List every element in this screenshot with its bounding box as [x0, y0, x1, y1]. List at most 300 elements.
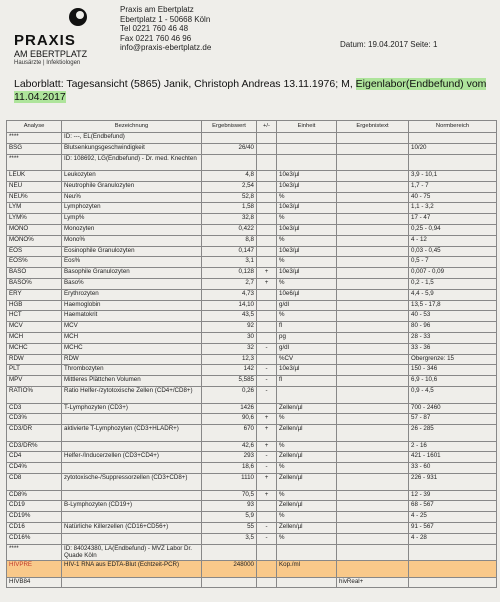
report-heading [14, 78, 494, 104]
table-cell: Natürliche Killerzellen (CD16+CD56+) [62, 522, 202, 533]
table-cell [409, 561, 497, 578]
table-cell: 30 [202, 333, 257, 344]
table-cell [337, 154, 409, 171]
table-cell: - [257, 452, 277, 463]
table-cell [337, 544, 409, 561]
table-cell: + [257, 474, 277, 491]
table-cell: 32 [202, 343, 257, 354]
table-cell: CD8% [7, 490, 62, 501]
table-cell: aktivierte T-Lymphozyten (CD3+HLADR+) [62, 425, 202, 442]
table-cell [257, 403, 277, 414]
table-cell: 226 - 931 [409, 474, 497, 491]
table-cell [337, 403, 409, 414]
table-row [7, 322, 497, 333]
table-cell: Haematokrit [62, 311, 202, 322]
table-cell: T-Lymphozyten (CD3+) [62, 403, 202, 414]
table-cell: 92 [202, 322, 257, 333]
table-cell: Helfer-/Inducerzellen (CD3+CD4+) [62, 452, 202, 463]
table-cell: 0,03 - 0,45 [409, 246, 497, 257]
table-cell: HCT [7, 311, 62, 322]
table-cell: RDW [62, 354, 202, 365]
table-cell: 33 - 36 [409, 343, 497, 354]
table-cell: Lymp% [62, 214, 202, 225]
table-row [7, 414, 497, 425]
table-cell: 5,585 [202, 376, 257, 387]
table-row [7, 171, 497, 182]
table-cell: 3,9 - 10,1 [409, 171, 497, 182]
table-cell [337, 192, 409, 203]
table-row [7, 333, 497, 344]
table-cell: ERY [7, 289, 62, 300]
table-cell: - [257, 343, 277, 354]
table-cell: 6,9 - 10,6 [409, 376, 497, 387]
table-cell [337, 289, 409, 300]
table-cell: EOS% [7, 257, 62, 268]
table-row [7, 192, 497, 203]
table-cell: 8,8 [202, 235, 257, 246]
table-cell: 70,5 [202, 490, 257, 501]
table-header-row [7, 121, 497, 133]
table-cell [337, 414, 409, 425]
table-cell: PLT [7, 365, 62, 376]
table-cell [277, 133, 337, 144]
column-header: +/- [257, 121, 277, 133]
table-cell: 10/20 [409, 143, 497, 154]
address-line: Praxis am Ebertplatz [120, 5, 194, 14]
table-cell: Blutsenkungsgeschwindigkeit [62, 143, 202, 154]
table-cell: 1,1 - 3,2 [409, 203, 497, 214]
table-row [7, 376, 497, 387]
table-cell: 150 - 346 [409, 365, 497, 376]
table-cell: MCHC [62, 343, 202, 354]
table-cell [257, 544, 277, 561]
table-cell: 10e6/µl [277, 289, 337, 300]
table-cell: ID: 84024380, LA(Endbefund) - MVZ Labor Dr. Quade Köln [62, 544, 202, 561]
table-cell [62, 490, 202, 501]
table-row [7, 522, 497, 533]
table-cell: CD4 [7, 452, 62, 463]
table-cell [202, 544, 257, 561]
table-cell [409, 544, 497, 561]
table-cell [337, 246, 409, 257]
table-cell: BSG [7, 143, 62, 154]
table-cell: LYM% [7, 214, 62, 225]
date-page-line: Datum: 19.04.2017 Seite: 1 [340, 40, 438, 49]
table-cell: - [257, 387, 277, 404]
table-cell: % [277, 257, 337, 268]
table-cell: MCH [62, 333, 202, 344]
table-cell: NEU% [7, 192, 62, 203]
table-cell [257, 577, 277, 588]
table-cell: 10e3/µl [277, 246, 337, 257]
table-cell: 0,26 [202, 387, 257, 404]
table-cell: fl [277, 376, 337, 387]
table-cell [62, 512, 202, 523]
table-cell [337, 300, 409, 311]
table-cell [337, 474, 409, 491]
table-cell: BASO% [7, 279, 62, 290]
table-cell: 10e3/µl [277, 171, 337, 182]
table-cell [337, 171, 409, 182]
table-row [7, 181, 497, 192]
table-cell [257, 225, 277, 236]
table-cell [337, 257, 409, 268]
table-cell: CD19% [7, 512, 62, 523]
table-cell: - [257, 365, 277, 376]
table-cell: 0,422 [202, 225, 257, 236]
table-cell: HIVPRE [7, 561, 62, 578]
table-cell: Lymphozyten [62, 203, 202, 214]
table-cell: 10e3/µl [277, 203, 337, 214]
table-cell: HIV-1 RNA aus EDTA-Blut (Echtzeit-PCR) [62, 561, 202, 578]
table-cell: % [277, 414, 337, 425]
table-cell: NEU [7, 181, 62, 192]
table-cell: MCHC [7, 343, 62, 354]
table-cell: 2 - 16 [409, 441, 497, 452]
table-cell: 0,2 - 1,5 [409, 279, 497, 290]
table-cell [337, 311, 409, 322]
table-row [7, 268, 497, 279]
table-cell: % [277, 279, 337, 290]
table-cell: fl [277, 322, 337, 333]
table-cell: 12 - 39 [409, 490, 497, 501]
table-cell: + [257, 268, 277, 279]
table-cell: 10e3/µl [277, 365, 337, 376]
table-cell [257, 192, 277, 203]
table-cell: - [257, 533, 277, 544]
table-cell: **** [7, 154, 62, 171]
table-cell: - [257, 522, 277, 533]
table-cell: 4,8 [202, 171, 257, 182]
table-cell: 0,25 - 0,94 [409, 225, 497, 236]
table-cell [337, 533, 409, 544]
table-cell: HIVB84 [7, 577, 62, 588]
table-cell: Zellen/µl [277, 522, 337, 533]
table-cell: zytotoxische-/Suppressorzellen (CD3+CD8+) [62, 474, 202, 491]
table-cell [202, 577, 257, 588]
heading-text: Laborblatt: Tagesansicht (5865) Janik, Christoph Andreas 13.11.1976; M, [14, 78, 356, 90]
table-cell: 55 [202, 522, 257, 533]
table-cell: + [257, 441, 277, 452]
column-header: Bezeichnung [62, 121, 202, 133]
table-cell: 4,73 [202, 289, 257, 300]
table-cell: MCH [7, 333, 62, 344]
table-cell [337, 376, 409, 387]
table-cell [337, 322, 409, 333]
table-row [7, 501, 497, 512]
table-cell: + [257, 414, 277, 425]
table-cell: ID: 108692, LG(Endbefund) - Dr. med. Knechten [62, 154, 202, 171]
table-row [7, 289, 497, 300]
table-cell: Monozyten [62, 225, 202, 236]
table-cell: Erythrozyten [62, 289, 202, 300]
column-header: Einheit [277, 121, 337, 133]
table-row [7, 246, 497, 257]
table-row [7, 143, 497, 154]
table-cell [257, 354, 277, 365]
address-line: Fax 0221 760 46 96 [120, 33, 192, 43]
table-cell: 2,54 [202, 181, 257, 192]
table-cell: 1,7 - 7 [409, 181, 497, 192]
table-cell [257, 133, 277, 144]
table-cell: 3,5 [202, 533, 257, 544]
table-cell: Mono% [62, 235, 202, 246]
table-cell: Baso% [62, 279, 202, 290]
table-cell: CD16 [7, 522, 62, 533]
table-cell: MONO% [7, 235, 62, 246]
table-cell [257, 143, 277, 154]
table-cell: 5,9 [202, 512, 257, 523]
table-cell: 68 - 567 [409, 501, 497, 512]
table-cell: 0,147 [202, 246, 257, 257]
table-cell: Eosinophile Granulozyten [62, 246, 202, 257]
table-row [7, 577, 497, 588]
table-cell: 4 - 12 [409, 235, 497, 246]
table-cell: 2,7 [202, 279, 257, 290]
table-cell [257, 246, 277, 257]
table-cell [409, 154, 497, 171]
table-cell [62, 577, 202, 588]
table-cell [337, 365, 409, 376]
table-cell: 0,128 [202, 268, 257, 279]
table-cell: 40 - 75 [409, 192, 497, 203]
table-cell: hivReal+ [337, 577, 409, 588]
table-cell: % [277, 490, 337, 501]
lab-results-table [6, 120, 497, 588]
table-cell: g/dl [277, 343, 337, 354]
table-cell: + [257, 490, 277, 501]
table-cell [62, 463, 202, 474]
table-cell: % [277, 512, 337, 523]
table-cell: MONO [7, 225, 62, 236]
table-cell [62, 533, 202, 544]
table-cell [257, 214, 277, 225]
table-cell: 33 - 60 [409, 463, 497, 474]
table-cell: 26/40 [202, 143, 257, 154]
table-cell: 10e3/µl [277, 225, 337, 236]
table-cell: Zellen/µl [277, 425, 337, 442]
table-cell: 18,6 [202, 463, 257, 474]
table-cell: % [277, 235, 337, 246]
table-cell: LEUK [7, 171, 62, 182]
table-cell [337, 203, 409, 214]
table-cell: BASO [7, 268, 62, 279]
column-header: Analyse [7, 121, 62, 133]
table-cell: **** [7, 544, 62, 561]
table-cell [257, 257, 277, 268]
table-cell [337, 501, 409, 512]
table-cell: % [277, 463, 337, 474]
logo-title: PRAXIS [14, 32, 76, 49]
column-header: Ergebnistext [337, 121, 409, 133]
table-cell [257, 311, 277, 322]
table-cell: 0,007 - 0,09 [409, 268, 497, 279]
table-cell: ID: ---, EL(Endbefund) [62, 133, 202, 144]
logo-circle-icon [69, 8, 87, 26]
table-row [7, 311, 497, 322]
table-cell [62, 414, 202, 425]
table-cell: Mittleres Plättchen Volumen [62, 376, 202, 387]
table-cell [257, 289, 277, 300]
table-cell: 12,3 [202, 354, 257, 365]
table-cell: 0,9 - 4,5 [409, 387, 497, 404]
table-cell [337, 561, 409, 578]
table-cell: CD4% [7, 463, 62, 474]
table-cell: 80 - 96 [409, 322, 497, 333]
table-cell: 4 - 28 [409, 533, 497, 544]
table-cell [337, 235, 409, 246]
logo-subtitle: AM EBERTPLATZ [14, 49, 88, 59]
table-row [7, 225, 497, 236]
table-row [7, 544, 497, 561]
table-cell: % [277, 214, 337, 225]
table-cell [257, 154, 277, 171]
table-cell [257, 235, 277, 246]
table-cell: 28 - 33 [409, 333, 497, 344]
table-cell: 0,5 - 7 [409, 257, 497, 268]
table-cell [337, 143, 409, 154]
table-cell [337, 214, 409, 225]
table-cell [337, 522, 409, 533]
table-cell: 421 - 1601 [409, 452, 497, 463]
table-row [7, 279, 497, 290]
table-cell [257, 171, 277, 182]
table-cell [257, 561, 277, 578]
table-cell [337, 512, 409, 523]
table-cell: 52,8 [202, 192, 257, 203]
table-cell [337, 279, 409, 290]
table-cell: 248000 [202, 561, 257, 578]
table-cell: 13,5 - 17,8 [409, 300, 497, 311]
table-cell: CD3/DR% [7, 441, 62, 452]
table-cell: Neutrophile Granulozyten [62, 181, 202, 192]
table-row [7, 425, 497, 442]
table-cell [337, 463, 409, 474]
table-cell [257, 322, 277, 333]
table-cell: % [277, 441, 337, 452]
table-row [7, 452, 497, 463]
table-cell [337, 133, 409, 144]
table-cell: CD3/DR [7, 425, 62, 442]
table-cell [277, 544, 337, 561]
table-row [7, 257, 497, 268]
table-cell [337, 354, 409, 365]
table-cell: 17 - 47 [409, 214, 497, 225]
logo-tagline: Hausärzte | Infektiologen [14, 60, 81, 66]
table-cell: 91 - 567 [409, 522, 497, 533]
table-row [7, 512, 497, 523]
table-cell: 93 [202, 501, 257, 512]
table-cell [62, 441, 202, 452]
table-cell: CD3 [7, 403, 62, 414]
table-cell: Obergrenze: 15 [409, 354, 497, 365]
table-cell: 43,5 [202, 311, 257, 322]
table-cell: Thrombozyten [62, 365, 202, 376]
table-row [7, 441, 497, 452]
column-header: Ergebniswert [202, 121, 257, 133]
table-row [7, 463, 497, 474]
table-cell: Ratio Helfer-/zytotoxische Zellen (CD4+/CD8+) [62, 387, 202, 404]
table-cell [337, 452, 409, 463]
table-cell: % [277, 192, 337, 203]
table-cell [257, 333, 277, 344]
table-cell [277, 387, 337, 404]
table-row [7, 561, 497, 578]
table-cell: g/dl [277, 300, 337, 311]
table-cell: MPV [7, 376, 62, 387]
address-line: Ebertplatz 1 - 50668 Köln [120, 14, 211, 24]
table-cell: - [257, 376, 277, 387]
table-cell: 1426 [202, 403, 257, 414]
table-cell: 1,58 [202, 203, 257, 214]
table-cell [202, 133, 257, 144]
table-cell: CD16% [7, 533, 62, 544]
table-cell: 57 - 87 [409, 414, 497, 425]
table-cell [409, 577, 497, 588]
column-header: Normbereich [409, 121, 497, 133]
table-cell: Zellen/µl [277, 474, 337, 491]
table-cell: 293 [202, 452, 257, 463]
table-cell: %CV [277, 354, 337, 365]
table-cell: EOS [7, 246, 62, 257]
table-cell: 10e3/µl [277, 181, 337, 192]
table-cell: 14,10 [202, 300, 257, 311]
table-cell: Kop./ml [277, 561, 337, 578]
table-cell [337, 333, 409, 344]
table-cell: CD3% [7, 414, 62, 425]
table-cell: - [257, 463, 277, 474]
table-row [7, 154, 497, 171]
table-cell [257, 501, 277, 512]
table-cell: Neu% [62, 192, 202, 203]
table-row [7, 533, 497, 544]
table-cell: 700 - 2460 [409, 403, 497, 414]
table-cell: RDW [7, 354, 62, 365]
table-cell [337, 225, 409, 236]
table-cell [257, 203, 277, 214]
table-row [7, 403, 497, 414]
table-cell: 90,6 [202, 414, 257, 425]
table-cell [337, 490, 409, 501]
table-cell [277, 154, 337, 171]
table-row [7, 203, 497, 214]
table-cell: % [277, 311, 337, 322]
table-cell: MCV [62, 322, 202, 333]
table-cell: Leukozyten [62, 171, 202, 182]
table-cell: MCV [7, 322, 62, 333]
table-cell [409, 133, 497, 144]
table-row [7, 300, 497, 311]
table-cell: LYM [7, 203, 62, 214]
table-row [7, 387, 497, 404]
table-cell: CD8 [7, 474, 62, 491]
table-cell: + [257, 425, 277, 442]
table-cell: 40 - 53 [409, 311, 497, 322]
table-row [7, 474, 497, 491]
table-row [7, 214, 497, 225]
table-cell [337, 268, 409, 279]
table-cell: 26 - 285 [409, 425, 497, 442]
table-cell [337, 343, 409, 354]
table-cell [257, 512, 277, 523]
table-cell: 670 [202, 425, 257, 442]
table-cell [257, 181, 277, 192]
table-cell: Eos% [62, 257, 202, 268]
table-cell: 3,1 [202, 257, 257, 268]
table-cell: CD19 [7, 501, 62, 512]
table-cell: 4 - 25 [409, 512, 497, 523]
table-cell [337, 387, 409, 404]
